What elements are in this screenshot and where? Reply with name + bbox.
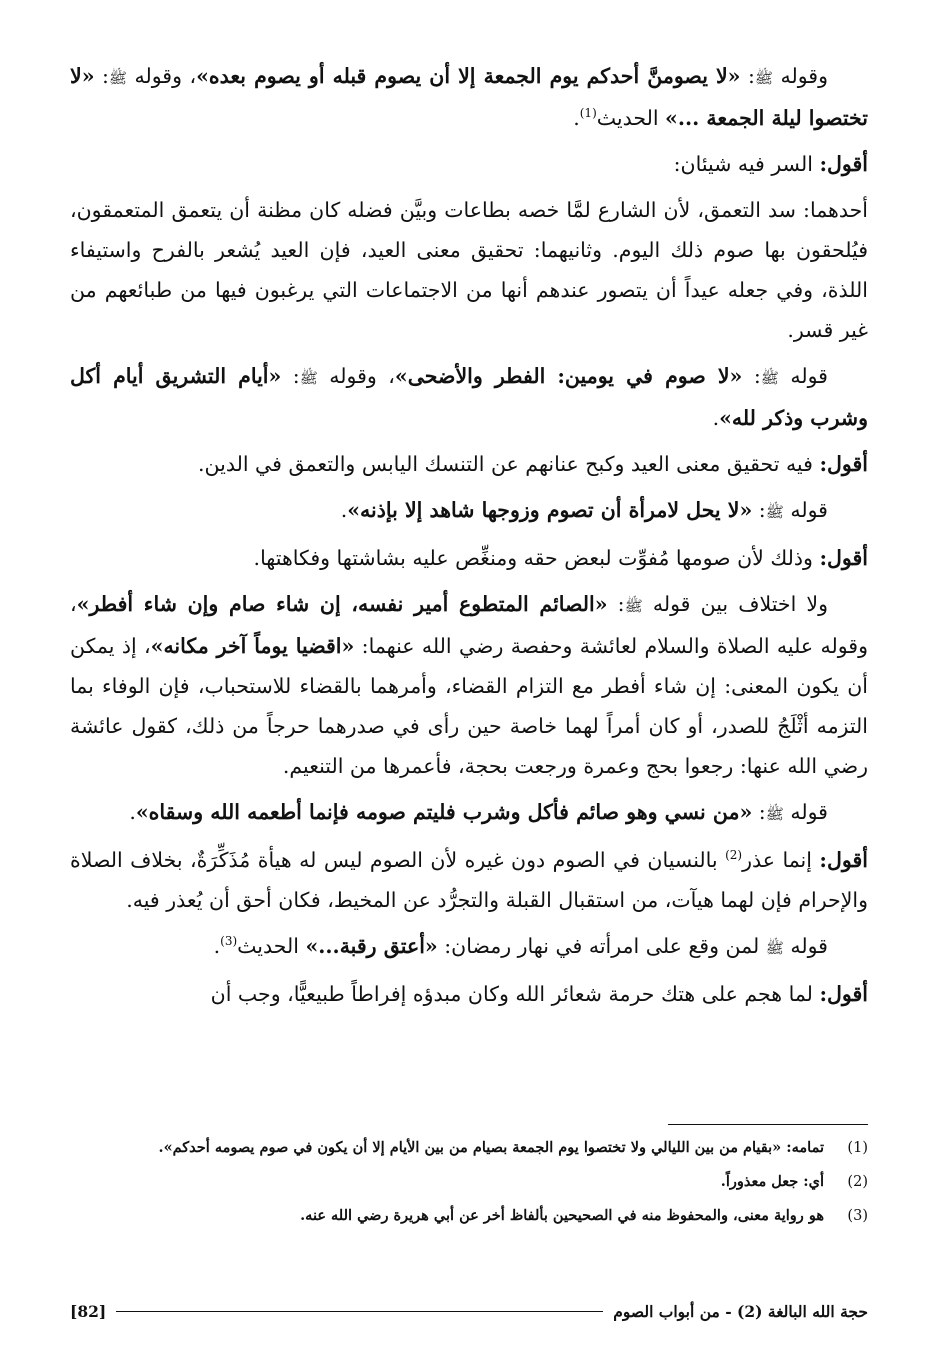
text-run: . — [340, 498, 348, 522]
paragraph-7 — [70, 538, 868, 578]
aqulu-label: أقول: — [819, 848, 868, 872]
text-run: : — [752, 800, 766, 824]
aqulu-label: أقول: — [819, 546, 868, 570]
paragraph-8 — [70, 584, 868, 786]
hadith-quote: «لا تختصوا ليلة الجمعة ...» — [70, 64, 868, 130]
text-run: لما هجم على هتك حرمة شعائر الله وكان مبدؤه إفراطاً طبيعيًّا، وجب أن — [210, 982, 820, 1006]
text-run: . — [213, 934, 221, 958]
text-run: قوله — [783, 934, 828, 958]
text-run: وذلك لأن صومها مُفوِّت لبعض حقه ومنغِّص عليه بشاشتها وفكاهتها. — [253, 546, 820, 570]
text-run: الحديث — [596, 106, 666, 130]
paragraph-3: أحدهما: سد التعمق، لأن الشارع لمَّا خصه بطاعات وبيَّن فضله كان مظنة أن يتعمق المتعمقون، فيُلحقون بها صوم ذلك اليوم. وثانيهما: تحقيق معنى العيد، فإن العيد يُشعر بالفرح واستيفاء اللذة، وفي جعله عيداً أن يتصور عندهم أنها من الاجتماعات التي يرغبون فيها من طبائعهم من غير قسر. — [70, 198, 868, 342]
footnote-separator — [668, 1124, 868, 1125]
text-run: . — [573, 106, 580, 130]
text-run: إنما عذر — [742, 848, 820, 872]
paragraph-11 — [70, 926, 868, 968]
hadith-quote: «من نسي وهو صائم فأكل وشرب فليتم صومه فإنما أطعمه الله وسقاه» — [135, 800, 753, 824]
text-run: بالنسيان في الصوم دون غيره لأن الصوم ليس له هيأة مُذَكِّرَةٌ، بخلاف الصلاة والإحرام فإن لهما هيآت، من استقبال القبلة والتجرُّد عن المخيط، فكان أحق أن يُعذر فيه. — [70, 848, 868, 912]
paragraph-9 — [70, 792, 868, 834]
paragraph-2 — [70, 144, 868, 184]
page-number: [82] — [70, 1301, 107, 1321]
hadith-quote: «اقضيا يوماً آخر مكانه» — [150, 634, 355, 658]
footnote-ref-2[interactable]: (2) — [725, 848, 743, 863]
footnote-number: (2) — [847, 1174, 868, 1190]
text-run: : — [740, 64, 755, 88]
footnote-text: تمامه: «بقيام من بين الليالي ولا تختصوا يوم الجمعة بصيام من بين الأيام إلا أن يكون في صوم يصومه أحدكم». — [158, 1139, 824, 1156]
running-title: حجة الله البالغة (2) - من أبواب الصوم — [613, 1301, 868, 1321]
text-run: لمن وقع على امرأته في نهار رمضان: — [437, 934, 766, 958]
salutation-symbol: ﷺ — [765, 805, 784, 823]
text-run: . — [129, 800, 136, 824]
text-run: قوله — [783, 800, 828, 824]
salutation-symbol: ﷺ — [765, 503, 784, 521]
hadith-quote: «لا صوم في يومين: الفطر والأضحى» — [394, 364, 743, 388]
aqulu-label: أقول: — [819, 982, 868, 1006]
salutation-symbol: ﷺ — [754, 69, 773, 87]
hadith-quote: «لا يصومنَّ أحدكم يوم الجمعة إلا أن يصوم قبله أو يصوم بعده» — [196, 64, 741, 88]
footnote-1 — [70, 1135, 868, 1161]
hadith-quote: «الصائم المتطوع أمير نفسه، إن شاء صام وإن شاء أفطر» — [76, 592, 608, 616]
hadith-quote: «لا يحل لامرأة أن تصوم وزوجها شاهد إلا بإذنه» — [347, 498, 753, 522]
paragraph-5 — [70, 444, 868, 484]
footnote-ref-1[interactable]: (1) — [579, 106, 597, 121]
text-run: : — [607, 592, 625, 616]
footnotes — [70, 1135, 868, 1237]
text-run: : — [752, 498, 766, 522]
text-run: وقوله — [773, 64, 828, 88]
body-text — [70, 56, 868, 1020]
text-run: : — [281, 364, 300, 388]
salutation-symbol: ﷺ — [760, 369, 779, 387]
footer-rule — [116, 1311, 603, 1312]
text-run: قوله — [778, 364, 828, 388]
footnote-number: (3) — [847, 1208, 868, 1224]
text-run: ، وقوله — [317, 364, 395, 388]
text-run: ولا اختلاف بين قوله — [642, 592, 828, 616]
aqulu-label: أقول: — [819, 152, 868, 176]
paragraph-10 — [70, 840, 868, 920]
text-run: . — [712, 406, 720, 430]
salutation-symbol: ﷺ — [765, 939, 784, 957]
footnote-2 — [70, 1169, 868, 1195]
aqulu-label: أقول: — [819, 452, 868, 476]
paragraph-12 — [70, 974, 868, 1014]
salutation-symbol: ﷺ — [108, 69, 128, 87]
paragraph-6 — [70, 490, 868, 532]
text-run: ، وقوله عليه الصلاة والسلام لعائشة وحفصة رضي الله عنهما: — [70, 592, 868, 658]
text-run: : — [742, 364, 761, 388]
text-run: فيه تحقيق معنى العيد وكبح عنانهم عن التنسك اليابس والتعمق في الدين. — [198, 452, 820, 476]
hadith-quote: «أعتق رقبة...» — [305, 934, 438, 958]
footnote-ref-3[interactable]: (3) — [220, 934, 238, 949]
running-footer — [70, 1298, 868, 1324]
text-run: قوله — [783, 498, 828, 522]
text-run: ، إذ يمكن أن يكون المعنى: إن شاء أفطر مع التزام القضاء، وأمرهما بالقضاء للاستحباب، فإن الوفاء بما التزمه أثْلَجُ للصدر، أو كان أمراً لهما خاصة حين رأى في صدرهما حرجاً من ذلك، كقول عائشة رضي الله عنها: رجعوا بحج وعمرة ورجعت بحجة، فأعمرها من التنعيم. — [70, 634, 868, 778]
paragraph-1 — [70, 56, 868, 138]
text-run: الحديث — [237, 934, 306, 958]
footnote-number: (1) — [847, 1140, 868, 1156]
footnote-text: هو رواية معنى، والمحفوظ منه في الصحيحين بألفاظ أخر عن أبي هريرة رضي الله عنه. — [300, 1207, 824, 1224]
salutation-symbol: ﷺ — [624, 597, 643, 615]
hadith-quote: «أيام التشريق أيام أكل وشرب وذكر لله» — [70, 364, 868, 430]
text-run: : — [94, 64, 109, 88]
footnote-text: أي: جعل معذوراً. — [720, 1173, 824, 1190]
text-run: السر فيه شيئان: — [673, 152, 820, 176]
salutation-symbol: ﷺ — [299, 369, 318, 387]
text-run: ، وقوله — [127, 64, 197, 88]
paragraph-4 — [70, 356, 868, 438]
footnote-3 — [70, 1203, 868, 1229]
